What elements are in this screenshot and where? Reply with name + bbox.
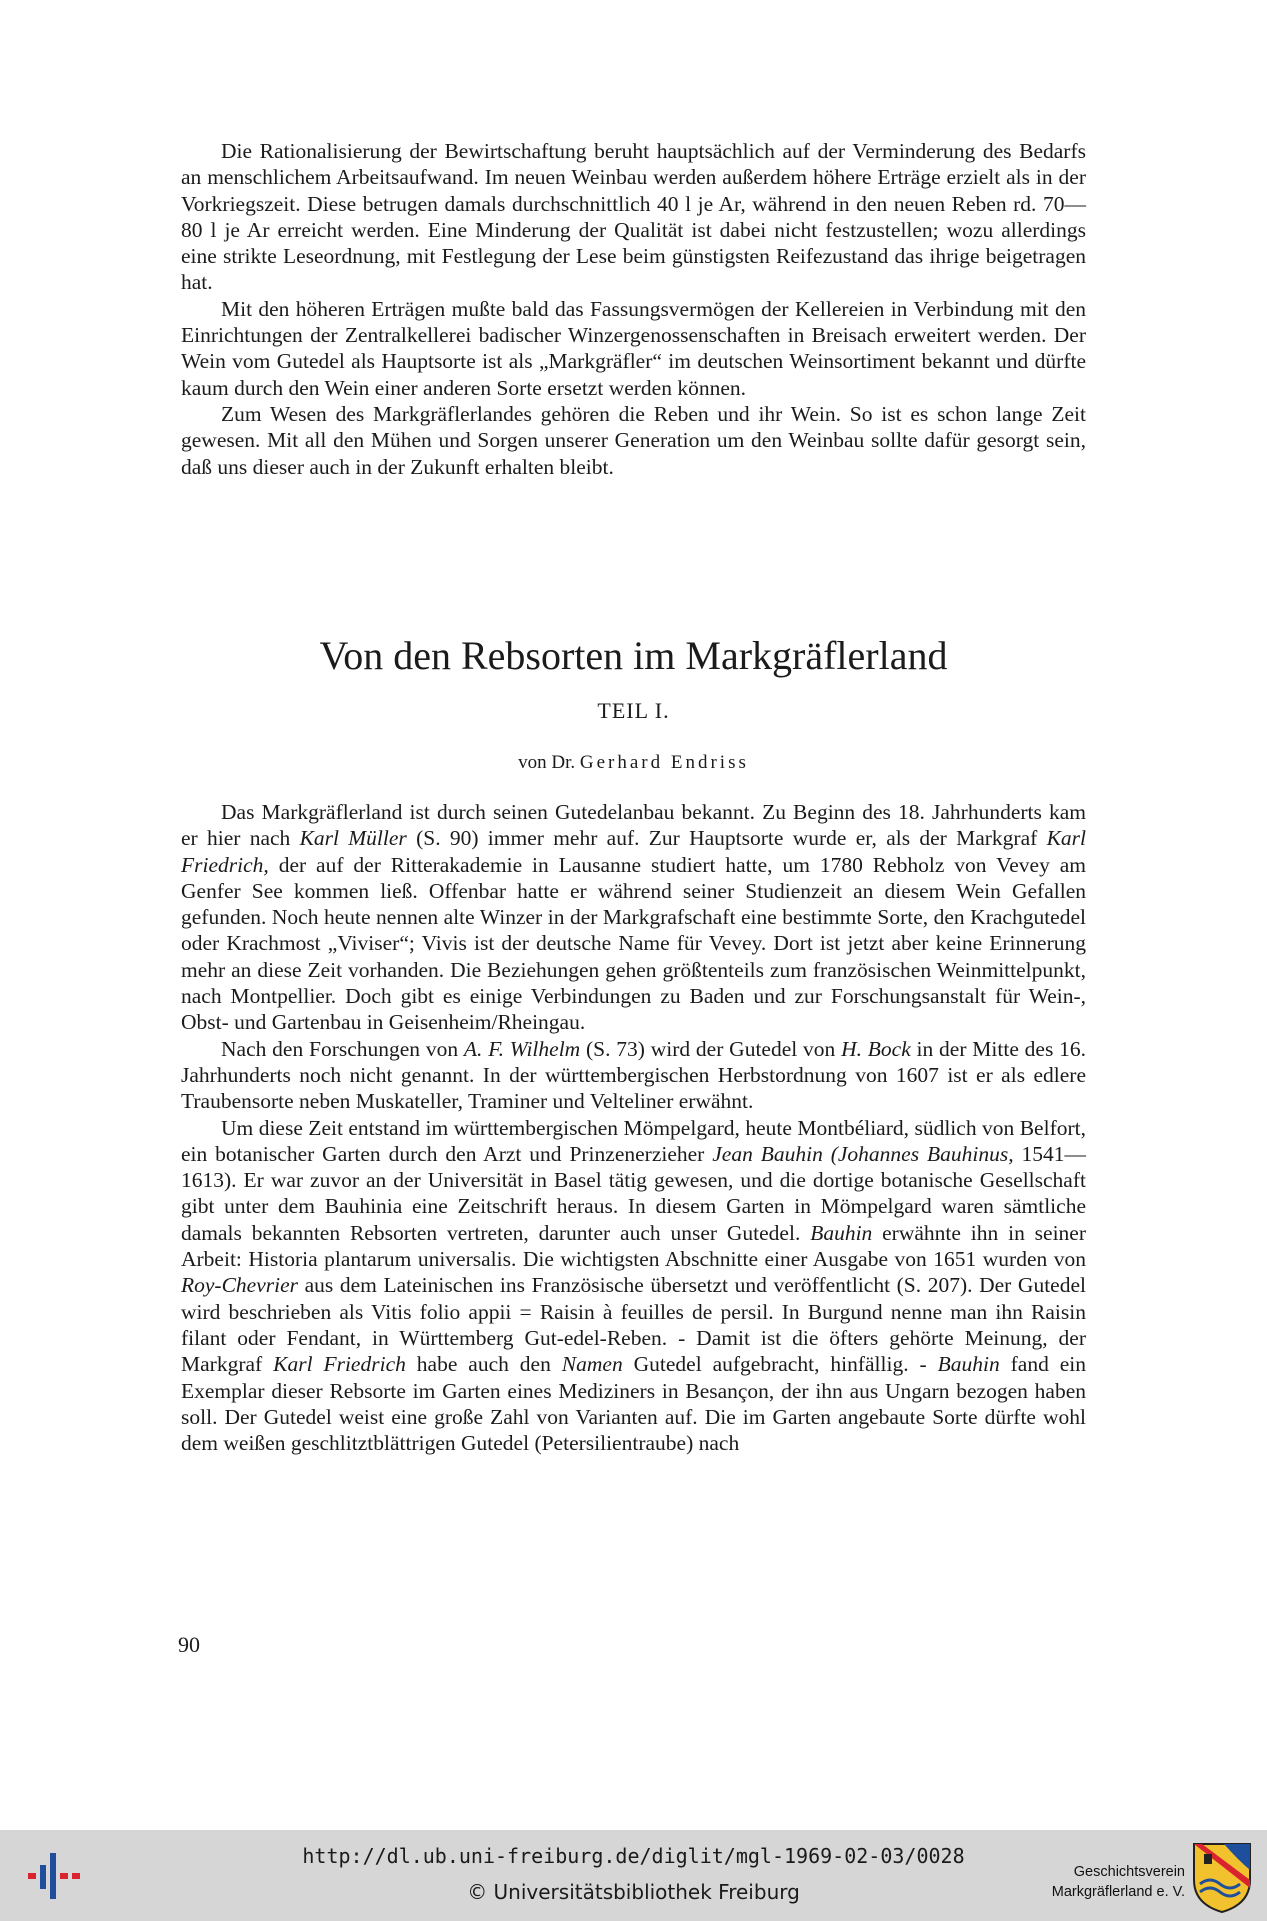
name-emphasis: Bauhin	[937, 1352, 1000, 1377]
name-emphasis: Roy-Chevrier	[181, 1273, 299, 1298]
text-span: erwähnte ihn in seiner Arbeit: Historia plantarum universalis. Die wichtigsten Abschnitte einer Ausgabe von 1651 wurden von	[181, 1220, 1086, 1272]
footer-bar	[0, 1830, 1267, 1921]
text-span: Nach den Forschungen von	[221, 1036, 464, 1061]
intro-paragraph-1: Die Rationalisierung der Bewirtschaftung beruht hauptsächlich auf der Verminderung des Bedarfs an menschlichem Arbeitsaufwand. Im neuen Weinbau werden außerdem höhere Erträge erzielt als in der Vorkriegszeit. Diese betrugen damals durchschnittlich 40 l je Ar, während in den neuen Reben rd. 70—80 l je Ar erreicht werden. Eine Minderung der Qualität ist dabei nicht festzustellen; wozu allerdings eine strikte Leseordnung, mit Festlegung der Lese beim günstigsten Reifezustand das ihrige beigetragen hat.	[181, 139, 1086, 295]
article-paragraph-1	[181, 799, 1086, 1036]
article-paragraph-3	[181, 1115, 1086, 1457]
society-line-1: Geschichtsverein	[1073, 1864, 1185, 1880]
name-emphasis: Jean Bauhin (Johannes Bauhinus,	[712, 1141, 1014, 1166]
logo-dash-right	[60, 1873, 68, 1879]
text-span: Das Markgräflerland ist durch seinen Gutedelanbau bekannt. Zu Beginn des 18. Jahrhunderts kam er hier nach	[181, 800, 1086, 851]
article-body	[181, 799, 1086, 1456]
text-span: Um diese Zeit entstand im württembergischen Mömpelgard, heute Montbéliard, südlich von Belfort, ein botanischer Garten durch den Arzt und Prinzenerzieher	[181, 1115, 1086, 1166]
copyright-notice: © Universitätsbibliothek Freiburg	[467, 1880, 800, 1904]
text-span: Gutedel aufgebracht, hinfällig. -	[622, 1352, 938, 1377]
name-emphasis: Karl Müller	[299, 826, 407, 851]
name-emphasis: H. Bock	[841, 1036, 911, 1061]
logo-dash-far-right	[72, 1873, 80, 1879]
text-span: habe auch den	[405, 1352, 562, 1377]
part-label: TEIL I.	[597, 698, 670, 723]
article-title: Von den Rebsorten im Markgräflerland	[319, 633, 948, 678]
author-prefix: von Dr.	[518, 752, 580, 773]
author-name: Gerhard Endriss	[579, 752, 749, 773]
name-emphasis: Karl Friedrich,	[181, 826, 1086, 877]
text-span: 1541—1613). Er war zuvor an der Universität in Basel tätig gewesen, und die dortige botanische Gesellschaft gibt unter dem Bauhinia eine Zeitschrift heraus. In diesem Garten in Mömpelgard waren sämtliche damals bekannten Rebsorten vertreten, darunter auch unser Gutedel.	[181, 1141, 1086, 1245]
text-span: aus dem Lateinischen ins Französische übersetzt und veröffentlicht (S. 207). Der Gutedel wird beschrieben als Vitis folio appii = Raisin à feuilles de persil. In Burgund nenne man ihn Raisin filant oder Fendant, in Württemberg Gut-edel-Reben. - Damit ist die öfters gehörte Meinung, der Markgraf	[181, 1273, 1086, 1377]
name-emphasis: Karl Friedrich	[273, 1352, 406, 1377]
intro-text	[181, 138, 1086, 480]
coat-of-arms-icon	[1190, 1840, 1254, 1914]
name-emphasis: Namen	[561, 1352, 623, 1377]
author-line	[181, 752, 1086, 774]
intro-paragraph-3: Zum Wesen des Markgräflerlandes gehören die Reben und ihr Wein. So ist es schon lange Zeit gewesen. Mit all den Mühen und Sorgen unserer Generation um den Weinbau sollte dafür gesorgt sein, daß uns dieser auch in der Zukunft erhalten bleibt.	[181, 401, 1086, 479]
text-span: in der Mitte des 16. Jahrhunderts noch nicht genannt. In der württembergischen Herbstordnung von 1607 ist er als edlere Traubensorte neben Muskateller, Traminer und Velteliner erwähnt.	[181, 1036, 1087, 1114]
text-span: (S. 90) immer mehr auf. Zur Hauptsorte wurde er, als der Markgraf	[406, 826, 1047, 851]
intro-paragraph-2: Mit den höheren Erträgen mußte bald das Fassungsvermögen der Kellereien in Verbindung mit den Einrichtungen der Zentralkellerei badischer Winzergenossenschaften in Breisach erweitert werden. Der Wein vom Gutedel als Hauptsorte ist als „Markgräfler“ im deutschen Weinsortiment bekannt und dürfte kaum durch den Wein einer anderen Sorte ersetzt werden können.	[181, 296, 1086, 400]
page-number: 90	[178, 1632, 200, 1657]
text-span: der auf der Ritterakademie in Lausanne studiert hatte, um 1780 Rebholz von Vevey am Genfer See kommen ließ. Offenbar hatte er während seiner Studienzeit an diesem Wein Gefallen gefunden. Noch heute nennen alte Winzer in der Markgrafschaft eine bestimmte Sorte, den Krachgutedel oder Krachmost „Viviser“; Vivis ist der deutsche Name für Vevey. Dort ist jetzt aber keine Erinnerung mehr an diese Zeit vorhanden. Die Beziehungen gehen größtenteils zum französischen Weinmittelpunkt, nach Montpellier. Doch gibt es einige Verbindungen zu Baden und zur Forschungsanstalt für Wein-, Obst- und Gartenbau in Geisenheim/Rheingau.	[181, 852, 1086, 1035]
name-emphasis: A. F. Wilhelm	[463, 1036, 581, 1061]
article-paragraph-2	[181, 1036, 1086, 1115]
text-span: (S. 73) wird der Gutedel von	[580, 1036, 842, 1061]
name-emphasis: Bauhin	[810, 1220, 873, 1245]
society-line-2: Markgräflerland e. V.	[1051, 1884, 1185, 1900]
society-name	[1020, 1862, 1185, 1902]
document-url-link[interactable]: http://dl.ub.uni-freiburg.de/diglit/mgl-1969-02-03/0028	[302, 1844, 965, 1868]
text-span: fand ein Exemplar dieser Rebsorte im Garten eines Mediziners in Besançon, der ihn aus Ungarn bezogen haben soll. Der Gutedel weist eine große Zahl von Varianten auf. Die im Garten angebaute Sorte dürfte wohl dem weißen geschlitztblättrigen Gutedel (Petersilientraube) nach	[181, 1352, 1087, 1456]
logo-dash-left	[28, 1873, 36, 1879]
